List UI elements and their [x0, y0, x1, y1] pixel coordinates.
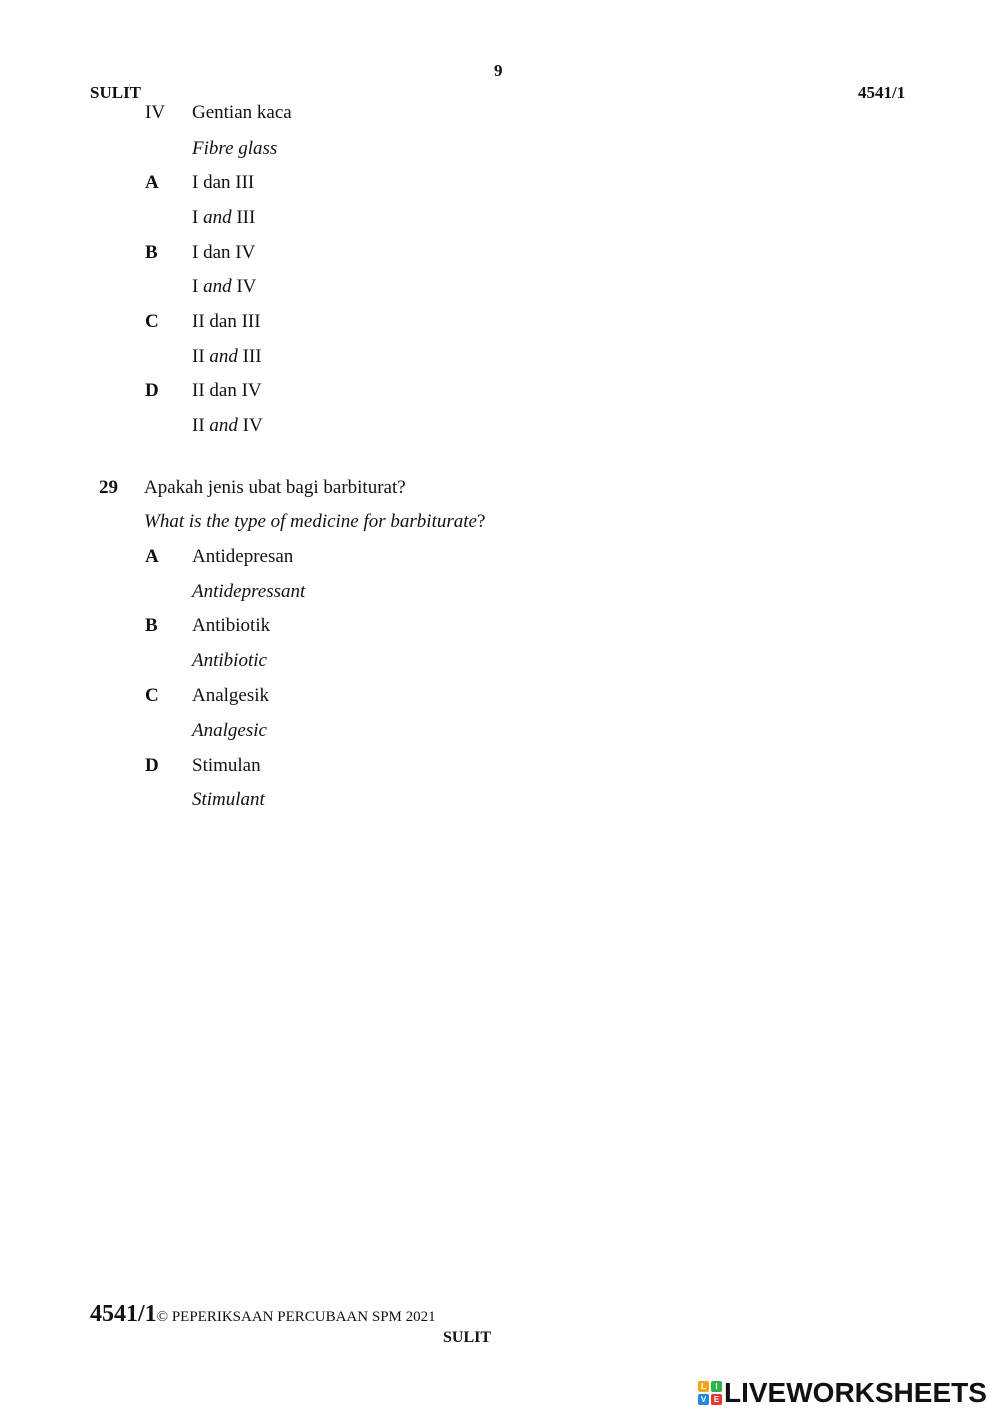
option-english: I and III [192, 207, 256, 228]
item-iv-english: Fibre glass [192, 138, 278, 159]
footer-copyright-text: © PEPERIKSAAN PERCUBAAN SPM 2021 [156, 1309, 436, 1325]
option-malay: Antidepresan [192, 546, 294, 567]
footer-sulit: SULIT [443, 1329, 492, 1346]
option-malay: I dan III [192, 172, 255, 193]
liveworksheets-icon [698, 1381, 722, 1405]
header-sulit: SULIT [90, 83, 142, 102]
header-paper-code: 4541/1 [858, 83, 906, 102]
option-letter: C [145, 685, 159, 706]
option-letter: A [145, 172, 159, 193]
option-letter: C [145, 311, 159, 332]
item-iv-malay: Gentian kaca [192, 102, 292, 123]
option-letter: B [145, 615, 158, 636]
option-malay: I dan IV [192, 242, 256, 263]
option-letter: D [145, 380, 159, 401]
footer-copyright [90, 1301, 436, 1328]
option-malay: II dan IV [192, 380, 262, 401]
question-english: What is the type of medicine for barbiturate? [144, 511, 486, 532]
liveworksheets-text: LIVEWORKSHEETS [724, 1377, 987, 1408]
question-malay: Apakah jenis ubat bagi barbiturat? [144, 477, 406, 498]
option-malay: Analgesik [192, 685, 270, 706]
option-english: Antibiotic [192, 650, 267, 671]
logo-tile: V [698, 1394, 709, 1405]
liveworksheets-logo[interactable] [698, 1378, 987, 1408]
option-english: II and III [192, 346, 262, 367]
option-english: Analgesic [192, 720, 267, 741]
option-malay: Stimulan [192, 755, 261, 776]
page-number: 9 [494, 61, 503, 80]
option-english: II and IV [192, 415, 263, 436]
option-english: I and IV [192, 276, 257, 297]
option-letter: B [145, 242, 158, 263]
option-malay: Antibiotik [192, 615, 271, 636]
logo-tile: E [711, 1394, 722, 1405]
question-number: 29 [99, 477, 118, 498]
footer-code: 4541/1 [90, 1301, 157, 1327]
logo-tile: I [711, 1381, 722, 1392]
option-malay: II dan III [192, 311, 261, 332]
item-iv-numeral: IV [145, 102, 166, 123]
option-english: Antidepressant [192, 581, 306, 602]
option-english: Stimulant [192, 789, 265, 810]
option-letter: A [145, 546, 159, 567]
logo-tile: L [698, 1381, 709, 1392]
option-letter: D [145, 755, 159, 776]
